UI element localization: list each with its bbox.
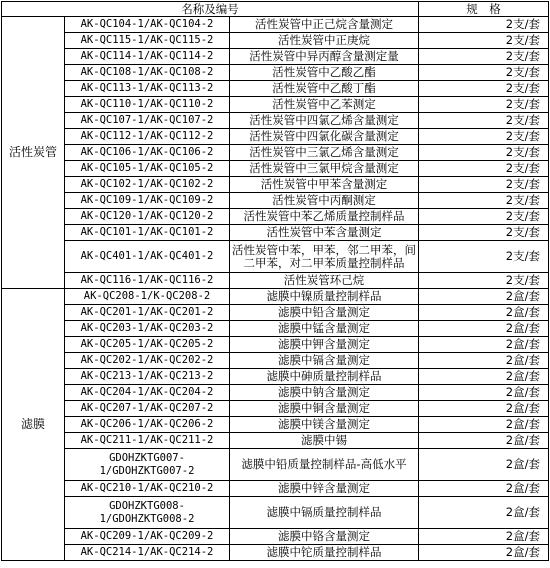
spec-cell: 2支/套 xyxy=(419,113,549,129)
name-cell: 滤膜中铊质量控制样品 xyxy=(230,545,419,561)
table-row xyxy=(2,193,549,209)
code-cell: AK-QC208-1/K-QC208-2 xyxy=(65,289,230,305)
spec-cell: 2盒/套 xyxy=(419,497,549,529)
table-row xyxy=(2,209,549,225)
product-table xyxy=(1,1,549,561)
name-cell: 活性炭管中四氯乙烯含量测定 xyxy=(230,113,419,129)
table-row xyxy=(2,321,549,337)
name-cell: 滤膜中锰含量测定 xyxy=(230,321,419,337)
header-spec: 规 格 xyxy=(419,2,549,17)
table-row xyxy=(2,417,549,433)
name-cell: 活性炭管中正己烷含量测定 xyxy=(230,17,419,33)
table-row xyxy=(2,353,549,369)
spec-cell: 2支/套 xyxy=(419,225,549,241)
header-name-code: 名称及编号 xyxy=(2,2,419,17)
table-row xyxy=(2,289,549,305)
code-cell: AK-QC113-1/AK-QC113-2 xyxy=(65,81,230,97)
table-row xyxy=(2,545,549,561)
spec-cell: 2支/套 xyxy=(419,49,549,65)
spec-cell: 2支/套 xyxy=(419,17,549,33)
spec-cell: 2盒/套 xyxy=(419,321,549,337)
spec-cell: 2盒/套 xyxy=(419,369,549,385)
table-row xyxy=(2,49,549,65)
spec-cell: 2盒/套 xyxy=(419,385,549,401)
name-cell: 活性炭管中乙苯测定 xyxy=(230,97,419,113)
table-row xyxy=(2,161,549,177)
spec-cell: 2支/套 xyxy=(419,33,549,49)
spec-cell: 2盒/套 xyxy=(419,289,549,305)
table-row xyxy=(2,369,549,385)
code-cell: AK-QC207-1/AK-QC207-2 xyxy=(65,401,230,417)
code-cell: AK-QC110-1/AK-QC110-2 xyxy=(65,97,230,113)
spec-cell: 2盒/套 xyxy=(419,417,549,433)
spec-cell: 2支/套 xyxy=(419,145,549,161)
table-row xyxy=(2,65,549,81)
category-cell: 活性炭管 xyxy=(2,17,65,289)
table-row xyxy=(2,497,549,529)
name-cell: 滤膜中钾含量测定 xyxy=(230,337,419,353)
name-cell: 滤膜中镉含量测定 xyxy=(230,353,419,369)
table-row xyxy=(2,145,549,161)
table-row xyxy=(2,401,549,417)
spec-cell: 2盒/套 xyxy=(419,529,549,545)
code-cell: AK-QC120-1/AK-QC120-2 xyxy=(65,209,230,225)
code-cell: AK-QC203-1/AK-QC203-2 xyxy=(65,321,230,337)
table-row xyxy=(2,481,549,497)
table-row xyxy=(2,449,549,481)
code-cell: AK-QC104-1/AK-QC104-2 xyxy=(65,17,230,33)
code-cell: AK-QC102-1/AK-QC102-2 xyxy=(65,177,230,193)
spec-cell: 2支/套 xyxy=(419,241,549,273)
code-cell: AK-QC204-1/AK-QC204-2 xyxy=(65,385,230,401)
table-row xyxy=(2,337,549,353)
spec-cell: 2支/套 xyxy=(419,177,549,193)
name-cell: 滤膜中镍质量控制样品 xyxy=(230,289,419,305)
code-cell: AK-QC101-1/AK-QC101-2 xyxy=(65,225,230,241)
code-cell: AK-QC201-1/AK-QC201-2 xyxy=(65,305,230,321)
code-cell: AK-QC213-1/AK-QC213-2 xyxy=(65,369,230,385)
table-row xyxy=(2,97,549,113)
code-cell: AK-QC108-1/AK-QC108-2 xyxy=(65,65,230,81)
category-cell: 滤膜 xyxy=(2,289,65,561)
table-row xyxy=(2,241,549,273)
name-cell: 滤膜中砷质量控制样品 xyxy=(230,369,419,385)
name-cell: 滤膜中镉质量控制样品 xyxy=(230,497,419,529)
spec-cell: 2支/套 xyxy=(419,273,549,289)
table-row xyxy=(2,129,549,145)
code-cell: AK-QC205-1/AK-QC205-2 xyxy=(65,337,230,353)
table-row xyxy=(2,17,549,33)
table-row xyxy=(2,385,549,401)
code-cell: AK-QC112-1/AK-QC112-2 xyxy=(65,129,230,145)
table-header-row xyxy=(2,2,549,17)
name-cell: 活性炭管中苯含量测定 xyxy=(230,225,419,241)
code-cell: AK-QC210-1/AK-QC210-2 xyxy=(65,481,230,497)
name-cell: 滤膜中铅含量测定 xyxy=(230,305,419,321)
code-cell: AK-QC106-1/AK-QC106-2 xyxy=(65,145,230,161)
table-row xyxy=(2,33,549,49)
code-cell: AK-QC401-1/AK-QC401-2 xyxy=(65,241,230,273)
spec-cell: 2盒/套 xyxy=(419,433,549,449)
code-cell: AK-QC105-1/AK-QC105-2 xyxy=(65,161,230,177)
spec-cell: 2盒/套 xyxy=(419,545,549,561)
table-row xyxy=(2,177,549,193)
code-cell: AK-QC107-1/AK-QC107-2 xyxy=(65,113,230,129)
name-cell: 活性炭管中三氯乙烯含量测定 xyxy=(230,145,419,161)
table-row xyxy=(2,225,549,241)
spec-cell: 2支/套 xyxy=(419,193,549,209)
table-row xyxy=(2,305,549,321)
name-cell: 滤膜中钠含量测定 xyxy=(230,385,419,401)
name-cell: 活性炭管环己烷 xyxy=(230,273,419,289)
spec-cell: 2盒/套 xyxy=(419,337,549,353)
table-row xyxy=(2,113,549,129)
table-row xyxy=(2,273,549,289)
code-cell: GDOHZKTG007-1/GDOHZKTG007-2 xyxy=(65,449,230,481)
table-row xyxy=(2,81,549,97)
spec-cell: 2支/套 xyxy=(419,161,549,177)
name-cell: 活性炭管中丙酮测定 xyxy=(230,193,419,209)
code-cell: GDOHZKTG008-1/GDOHZKTG008-2 xyxy=(65,497,230,529)
code-cell: AK-QC214-1/AK-QC214-2 xyxy=(65,545,230,561)
code-cell: AK-QC202-1/AK-QC202-2 xyxy=(65,353,230,369)
name-cell: 活性炭管中甲苯含量测定 xyxy=(230,177,419,193)
spec-cell: 2支/套 xyxy=(419,65,549,81)
code-cell: AK-QC206-1/AK-QC206-2 xyxy=(65,417,230,433)
table-body xyxy=(2,17,549,561)
code-cell: AK-QC209-1/AK-QC209-2 xyxy=(65,529,230,545)
name-cell: 滤膜中铬含量测定 xyxy=(230,529,419,545)
spec-cell: 2盒/套 xyxy=(419,449,549,481)
spec-cell: 2盒/套 xyxy=(419,353,549,369)
spec-cell: 2支/套 xyxy=(419,97,549,113)
table-row xyxy=(2,433,549,449)
spec-cell: 2支/套 xyxy=(419,209,549,225)
name-cell: 滤膜中铅质量控制样品-高低水平 xyxy=(230,449,419,481)
code-cell: AK-QC109-1/AK-QC109-2 xyxy=(65,193,230,209)
spec-cell: 2盒/套 xyxy=(419,305,549,321)
name-cell: 活性炭管中乙酸丁酯 xyxy=(230,81,419,97)
table-row xyxy=(2,529,549,545)
name-cell: 活性炭管中乙酸乙酯 xyxy=(230,65,419,81)
name-cell: 滤膜中锌含量测定 xyxy=(230,481,419,497)
spec-cell: 2盒/套 xyxy=(419,481,549,497)
spec-cell: 2支/套 xyxy=(419,129,549,145)
name-cell: 滤膜中锡 xyxy=(230,433,419,449)
code-cell: AK-QC114-1/AK-QC114-2 xyxy=(65,49,230,65)
name-cell: 活性炭管中苯，甲苯，邻二甲苯，间二甲苯，对二甲苯质量控制样品 xyxy=(230,241,419,273)
name-cell: 活性炭管中正庚烷 xyxy=(230,33,419,49)
name-cell: 活性炭管中四氯化碳含量测定 xyxy=(230,129,419,145)
name-cell: 滤膜中铜含量测定 xyxy=(230,401,419,417)
name-cell: 活性炭管中三氯甲烷含量测定 xyxy=(230,161,419,177)
name-cell: 活性炭管中异丙醇含量测定量 xyxy=(230,49,419,65)
name-cell: 滤膜中镁含量测定 xyxy=(230,417,419,433)
name-cell: 活性炭管中苯乙烯质量控制样品 xyxy=(230,209,419,225)
code-cell: AK-QC211-1/AK-QC211-2 xyxy=(65,433,230,449)
code-cell: AK-QC116-1/AK-QC116-2 xyxy=(65,273,230,289)
code-cell: AK-QC115-1/AK-QC115-2 xyxy=(65,33,230,49)
spec-cell: 2支/套 xyxy=(419,81,549,97)
spec-cell: 2盒/套 xyxy=(419,401,549,417)
